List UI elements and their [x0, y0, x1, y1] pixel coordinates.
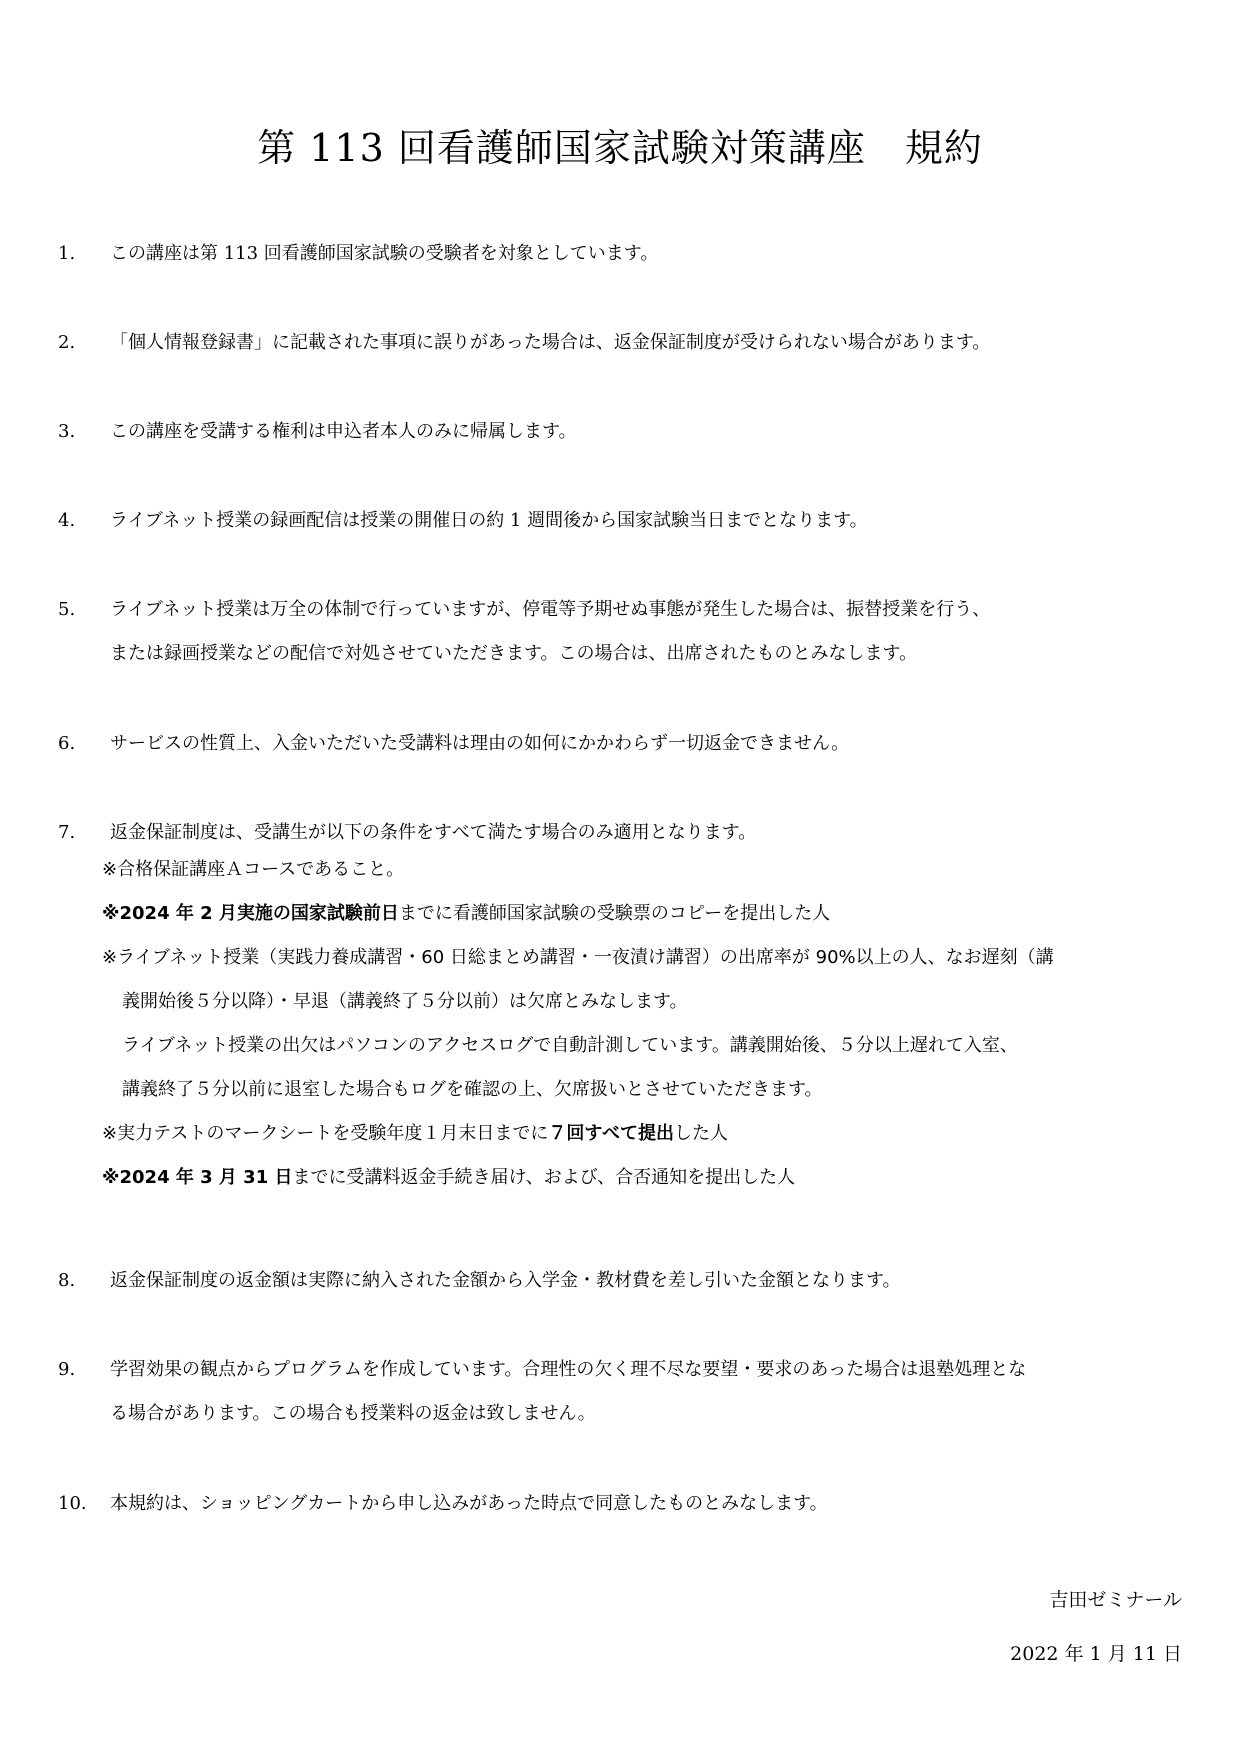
term-text: る場合があります。この場合も授業料の返金は致しません。 — [110, 1403, 596, 1424]
term-text: サービスの性質上、入金いただいた受講料は理由の如何にかかわらず一切返金できません。 — [110, 733, 850, 754]
condition-attendance-cont: 義開始後５分以降）・早退（講義終了５分以前）は欠席とみなします。 — [122, 991, 688, 1012]
term-number: 7. — [58, 822, 76, 843]
term-number: 2. — [58, 332, 76, 353]
condition-text: した人 — [674, 1123, 729, 1144]
term-number: 6. — [58, 733, 76, 754]
condition-text: までに受講料返金手続き届け、および、合否通知を提出した人 — [292, 1167, 796, 1188]
term-number: 4. — [58, 510, 76, 531]
condition-deadline: ※2024 年 2 月実施の国家試験前日 — [102, 903, 399, 924]
condition-exam-ticket — [102, 899, 1188, 943]
term-number: 8. — [58, 1270, 76, 1291]
condition-mark-sheet — [102, 1119, 1188, 1163]
signature-date: 2022 年 1 月 11 日 — [1010, 1643, 1182, 1665]
term-text: 本規約は、ショッピングカートから申し込みがあった時点で同意したものとみなします。 — [110, 1493, 828, 1514]
term-text: ライブネット授業の録画配信は授業の開催日の約 1 週間後から国家試験当日までとなります。 — [110, 510, 868, 531]
term-text: 学習効果の観点からプログラムを作成しています。合理性の欠く理不尽な要望・要求のあった場合は退塾処理とな — [110, 1359, 1027, 1380]
condition-text: までに看護師国家試験の受験票のコピーを提出した人 — [398, 903, 831, 924]
signature-organization: 吉田ゼミナール — [1049, 1589, 1182, 1611]
refund-conditions — [102, 855, 1188, 1207]
condition-text: ※実力テストのマークシートを受験年度１月末日までに — [102, 1123, 549, 1144]
term-text: ライブネット授業は万全の体制で行っていますが、停電等予期せぬ事態が発生した場合は、振替授業を行う、 — [110, 599, 991, 620]
condition-attendance-note: ライブネット授業の出欠はパソコンのアクセスログで自動計測しています。講義開始後、５分以上遅れて入室、 — [122, 1035, 1018, 1056]
condition-course: ※合格保証講座Ａコースであること。 — [102, 859, 405, 880]
term-number: 3. — [58, 421, 76, 442]
term-text: この講座は第 113 回看護師国家試験の受験者を対象としています。 — [110, 243, 659, 264]
term-number: 5. — [58, 599, 76, 620]
term-text: この講座を受講する権利は申込者本人のみに帰属します。 — [110, 421, 577, 442]
condition-refund-form — [102, 1163, 1188, 1207]
page-title: 第 113 回看護師国家試験対策講座 規約 — [257, 126, 983, 170]
condition-attendance: ※ライブネット授業（実践力養成講習・60 日総まとめ講習・一夜漬け講習）の出席率が 90%以上の人、なお遅刻（講 — [102, 947, 1054, 968]
condition-attendance-note-cont: 講義終了５分以前に退室した場合もログを確認の上、欠席扱いとさせていただきます。 — [122, 1079, 823, 1100]
term-number: 1. — [58, 243, 76, 264]
term-number: 10. — [58, 1493, 87, 1514]
term-text: 「個人情報登録書」に記載された事項に誤りがあった場合は、返金保証制度が受けられない場合があります。 — [110, 332, 991, 353]
term-text: 返金保証制度の返金額は実際に納入された金額から入学金・教材費を差し引いた金額となります。 — [110, 1270, 901, 1291]
term-number: 9. — [58, 1359, 76, 1380]
condition-emphasis: ７回すべて提出 — [548, 1123, 675, 1144]
term-text: または録画授業などの配信で対処させていただきます。この場合は、出席されたものとみなします。 — [110, 643, 918, 664]
condition-deadline: ※2024 年 3 月 31 日 — [102, 1167, 293, 1188]
term-text: 返金保証制度は、受講生が以下の条件をすべて満たす場合のみ適用となります。 — [110, 822, 757, 843]
